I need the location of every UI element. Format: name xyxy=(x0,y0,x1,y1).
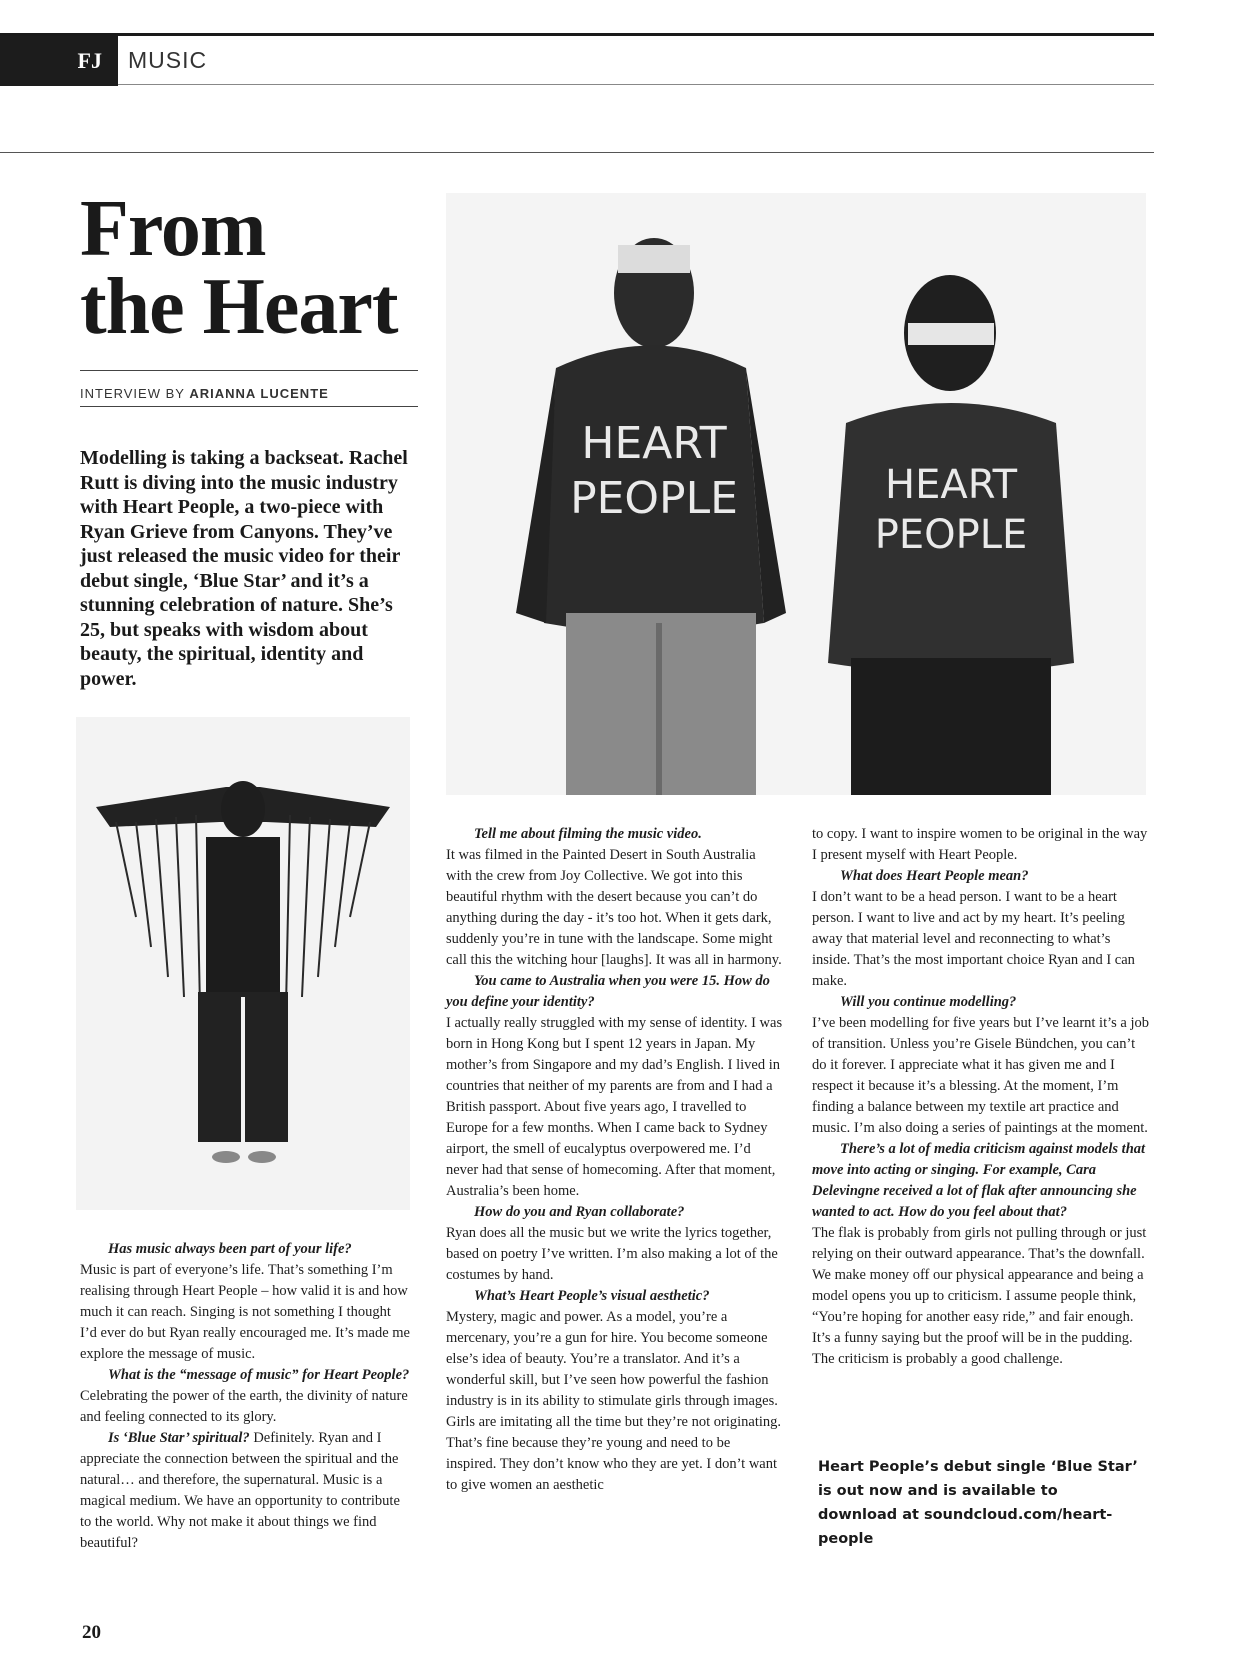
promo-note: Heart People’s debut single ‘Blue Star’ is out now and is available to download at soundcloud.com/heart-people xyxy=(818,1459,1138,1547)
answer: It was filmed in the Painted Desert in South Australia with the crew from Joy Collective. We got into this beautiful rhythm with the desert because you can’t do anything during the day - it’s too hot. When it gets dark, suddenly you’re in tune with the landscape. Some might call this the witching hour [laughs]. It was all in harmony. xyxy=(446,847,782,968)
answer: I actually really struggled with my sense of identity. I was born in Hong Kong but I spent 12 years in Japan. My mother’s from Singapore and my dad’s English. I lived in countries that neither of my parents are from and I had a British passport. About five years ago, I travelled to Europe for a few months. When I came back to Sydney airport, the smell of eucalyptus overpowered me. I’d never had that sense of homecoming. After that moment, Australia’s been home. xyxy=(446,1015,783,1199)
header-top-rule xyxy=(0,33,1154,36)
byline xyxy=(80,386,329,401)
body-column-2 xyxy=(446,824,784,1496)
answer: Ryan does all the music but we write the lyrics together, based on poetry I’ve written. I’m also making a lot of the costumes by hand. xyxy=(446,1225,778,1283)
question: Is ‘Blue Star’ spiritual? xyxy=(108,1430,250,1446)
question: There’s a lot of media criticism against models that move into acting or singing. For example, Cara Delevingne received a lot of flak after announcing she wanted to act. How do you feel about that? xyxy=(812,1141,1146,1220)
byline-top-rule xyxy=(80,370,418,371)
question: What does Heart People mean? xyxy=(840,868,1029,884)
body-column-3 xyxy=(812,824,1150,1370)
question: What is the “message of music” for Heart People? xyxy=(108,1367,410,1383)
question: Has music always been part of your life? xyxy=(108,1241,352,1257)
question: What’s Heart People’s visual aesthetic? xyxy=(474,1288,710,1304)
magazine-logo: FJ xyxy=(0,36,118,86)
question: Will you continue modelling? xyxy=(840,994,1017,1010)
heart-people-photo-art xyxy=(446,193,1146,795)
section-label: MUSIC xyxy=(128,47,208,73)
heart-people-photo xyxy=(446,193,1146,795)
answer: I’ve been modelling for five years but I’ve learnt it’s a job of transition. Unless you’re Gisele Bündchen, you can’t do it forever. I appreciate what it has given me and I respect it because it’s a blessing. At the moment, I’m finding a balance between my textile art practice and music. I’m also doing a series of paintings at the moment. xyxy=(812,1015,1150,1136)
divider-rule xyxy=(0,152,1154,153)
title-line-2: the Heart xyxy=(80,263,398,351)
jacket-text-right-2: PEOPLE xyxy=(874,512,1028,558)
question: How do you and Ryan collaborate? xyxy=(474,1204,685,1220)
jacket-text-right-1: HEART xyxy=(884,462,1018,508)
answer: Definitely. Ryan and I appreciate the connection between the spiritual and the natural… and therefore, the supernatural. Music is a magical medium. We have an opportunity to contribute to the world. Why not make it about things we find beautiful? xyxy=(80,1430,400,1551)
byline-bottom-rule xyxy=(80,406,418,407)
rachel-rutt-photo xyxy=(76,717,410,1210)
answer: The flak is probably from girls not pulling through or just relying on their outward appearance. That’s the downfall. We make money off our physical appearance and being a model opens you up to criticism. I assume people think, “You’re hoping for another easy ride,” and fair enough. It’s a funny saying but the proof will be in the pudding. The criticism is probably a good challenge. xyxy=(812,1225,1147,1367)
question: You came to Australia when you were 15. How do you define your identity? xyxy=(446,973,770,1010)
answer: Mystery, magic and power. As a model, you’re a mercenary, you’re a gun for hire. You become someone else’s idea of beauty. You’re a translator. And it’s a wonderful skill, but I’ve seen how powerful the fashion industry is in its ability to stimulate girls through images. Girls are imitating all the time but they’re not originating. That’s fine because they’re young and need to be inspired. They don’t know who they are yet. I don’t want to give women an aesthetic xyxy=(446,1309,782,1493)
jacket-text-left-2: PEOPLE xyxy=(570,473,738,524)
rachel-rutt-photo-art xyxy=(76,717,410,1210)
header-bottom-rule xyxy=(118,84,1154,85)
qa-paragraph xyxy=(80,1365,410,1428)
question: Tell me about filming the music video. xyxy=(474,826,702,842)
intro-standfirst: Modelling is taking a backseat. Rachel Rutt is diving into the music industry with Heart People, a two-piece with Ryan Grieve from Canyons. They’ve just released the music video for their debut single, ‘Blue Star’ and it’s a stunning celebration of nature. She’s 25, but speaks with wisdom about beauty, the spiritual, identity and power. xyxy=(80,447,408,690)
answer: I don’t want to be a head person. I want to be a heart person. I want to live and act by my heart. It’s peeling away that material level and reconnecting to what’s inside. That’s the most important choice Ryan and I can make. xyxy=(812,889,1135,989)
answer: Celebrating the power of the earth, the divinity of nature and feeling connected to its glory. xyxy=(80,1388,408,1425)
jacket-text-left-1: HEART xyxy=(581,418,727,469)
body-column-1 xyxy=(80,1239,410,1554)
byline-author: ARIANNA LUCENTE xyxy=(189,386,329,401)
page-number: 20 xyxy=(82,1622,101,1643)
article-title xyxy=(80,185,440,351)
title-line-1: From xyxy=(80,185,266,273)
answer: Music is part of everyone’s life. That’s something I’m realising through Heart People – how valid it is and how much it can reach. Singing is not something I thought I’d ever do but Ryan really encouraged me. It’s made me explore the message of music. xyxy=(80,1262,410,1362)
qa-paragraph xyxy=(80,1428,410,1554)
byline-prefix: INTERVIEW BY xyxy=(80,386,185,401)
answer: to copy. I want to inspire women to be original in the way I present myself with Heart People. xyxy=(812,826,1148,863)
